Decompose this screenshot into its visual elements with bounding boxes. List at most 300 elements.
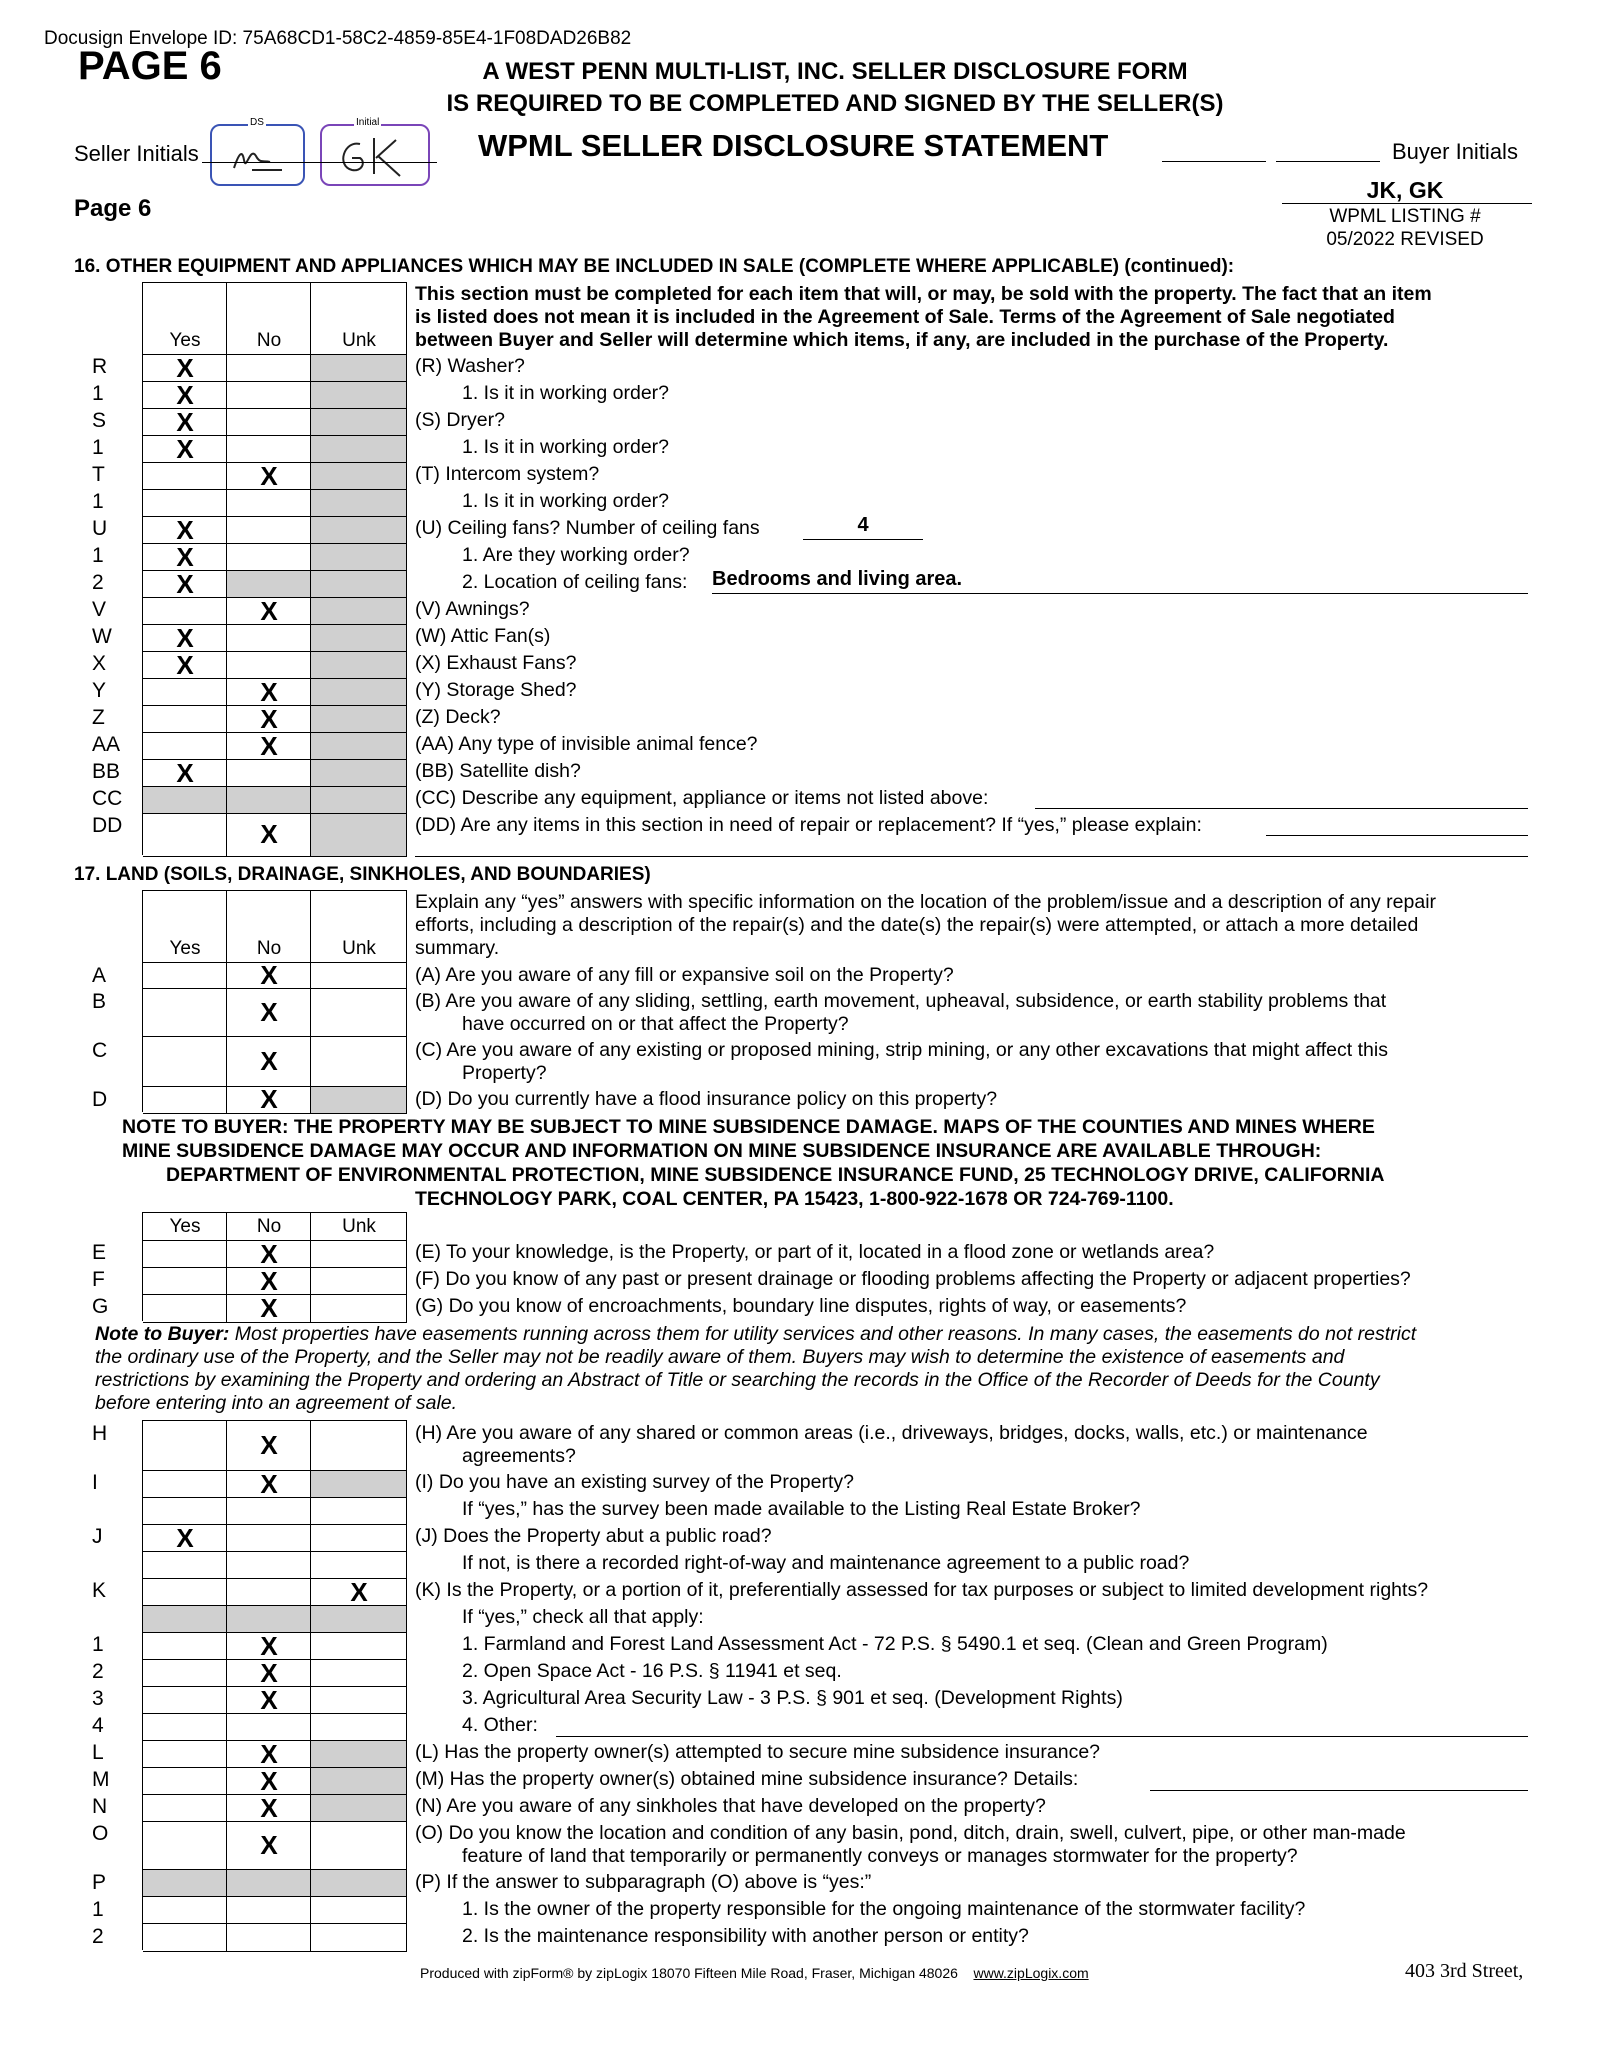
s17-label-c: C (92, 1039, 108, 1062)
s16-label-aa: AA (92, 733, 121, 756)
unk-cell-i[interactable] (311, 1471, 407, 1498)
unk-cell-h[interactable] (311, 1421, 407, 1471)
buyer-initials-label: Buyer Initials (1392, 139, 1518, 164)
x-mark-o: X (260, 1830, 278, 1860)
answer-row-c (142, 1036, 407, 1086)
s17-text-c2: Property? (462, 1062, 547, 1084)
x-mark-u: X (176, 514, 194, 545)
unk-cell-l[interactable] (311, 1741, 407, 1768)
x-mark-v: X (260, 595, 278, 626)
s16-text-x: (X) Exhaust Fans? (415, 652, 577, 674)
col-unk-3: Unk (342, 1216, 376, 1237)
easement-note-label: Note to Buyer: (95, 1323, 230, 1345)
dd-explain-field[interactable] (1266, 811, 1528, 836)
no-cell-k4[interactable] (227, 1714, 311, 1741)
s17-label-n: N (92, 1795, 108, 1818)
footer-produced (420, 1965, 1089, 1981)
x-mark-r: X (176, 352, 194, 383)
s16-label-t: T (92, 463, 105, 486)
answer-row-u (142, 516, 407, 543)
x-mark-s1: X (176, 433, 194, 464)
s17-text-h2: agreements? (462, 1445, 576, 1467)
section-16-title: 16. OTHER EQUIPMENT AND APPLIANCES WHICH MAY BE INCLUDED IN SALE (COMPLETE WHERE APPLICABLE) (continued): (74, 256, 1235, 277)
no-cell-r[interactable] (227, 355, 311, 382)
header-line-2: IS REQUIRED TO BE COMPLETED AND SIGNED BY THE SELLER(S) (446, 90, 1224, 117)
no-cell-ksub[interactable] (227, 1606, 311, 1633)
answer-row-h (142, 1420, 407, 1470)
yes-cell-k3[interactable] (143, 1687, 227, 1714)
x-mark-s: X (176, 406, 194, 437)
property-address: 403 3rd Street, (1405, 1960, 1524, 1982)
s17-text-b: (B) Are you aware of any sliding, settling, earth movement, upheaval, subsidence, or earth stability problems that (415, 990, 1387, 1012)
s16-label-r: R (92, 355, 108, 378)
s16-label-u2: 2 (92, 571, 104, 594)
x-mark-bb: X (176, 757, 194, 788)
s17-label-a: A (92, 964, 107, 987)
s16-label-u: U (92, 517, 108, 540)
answer-row-u2 (142, 570, 407, 597)
s16-text-t1: 1. Is it in working order? (462, 490, 670, 512)
mine-note-3: DEPARTMENT OF ENVIRONMENTAL PROTECTION, MINE SUBSIDENCE INSURANCE FUND, 25 TECHNOLOGY DRIVE, CALIFORNIA (166, 1164, 1385, 1186)
yes-cell-p[interactable] (143, 1870, 227, 1897)
x-mark-z: X (260, 703, 278, 734)
s17-intro-1: Explain any “yes” answers with specific information on the location of the problem/issue and a description of any repair (415, 891, 1437, 913)
yes-cell-t[interactable] (143, 463, 227, 490)
unk-cell-t[interactable] (311, 463, 407, 490)
yes-cell-ksub[interactable] (143, 1606, 227, 1633)
unk-cell-ksub[interactable] (311, 1606, 407, 1633)
no-cell-w[interactable] (227, 625, 311, 652)
no-cell-p2[interactable] (227, 1924, 311, 1951)
answer-row-p2 (142, 1923, 407, 1950)
yes-cell-k4[interactable] (143, 1714, 227, 1741)
s16-intro-2: is listed does not mean it is included in the Agreement of Sale. Terms of the Agreement of Sale negotiated (415, 306, 1395, 328)
mine-note-1: NOTE TO BUYER: THE PROPERTY MAY BE SUBJECT TO MINE SUBSIDENCE DAMAGE. MAPS OF THE COUNTIES AND MINES WHERE (122, 1116, 1375, 1138)
unk-cell-r[interactable] (311, 355, 407, 382)
x-mark-k2: X (260, 1657, 278, 1688)
x-mark-w: X (176, 622, 194, 653)
col-no-3: No (256, 1216, 282, 1237)
x-mark-m: X (260, 1765, 278, 1796)
s17-text-o: (O) Do you know the location and condition of any basin, pond, ditch, drain, swell, culvert, pipe, or other man-made (415, 1822, 1406, 1844)
col-unk-2: Unk (342, 938, 376, 959)
s17-label-p1: 1 (92, 1898, 104, 1921)
x-mark-aa: X (260, 730, 278, 761)
x-mark-u2: X (176, 568, 194, 599)
no-cell-i2[interactable] (227, 1498, 311, 1525)
answer-row-i (142, 1470, 407, 1497)
s16-text-v: (V) Awnings? (415, 598, 530, 620)
unk-cell-c[interactable] (311, 1037, 407, 1087)
s17-text-n: (N) Are you aware of any sinkholes that have developed on the property? (415, 1795, 1046, 1817)
no-cell-k[interactable] (227, 1579, 311, 1606)
s17-text-k: (K) Is the Property, or a portion of it, preferentially assessed for tax purposes or subject to limited development rights? (415, 1579, 1429, 1601)
x-mark-k1: X (260, 1630, 278, 1661)
unk-cell-bb[interactable] (311, 760, 407, 787)
answer-row-j2 (142, 1551, 407, 1578)
s16-text-s1: 1. Is it in working order? (462, 436, 670, 458)
footer-url[interactable]: www.zipLogix.com (973, 1965, 1089, 1981)
s17-intro-2: efforts, including a description of the repair(s) and the date(s) the repair(s) were attempted, or attach a more detailed (415, 914, 1419, 936)
ds-tag: DS (250, 117, 264, 128)
s17-text-k3: 3. Agricultural Area Security Law - 3 P.S. § 901 et seq. (Development Rights) (462, 1687, 1123, 1709)
s17-label-p: P (92, 1871, 107, 1894)
x-mark-f: X (260, 1265, 278, 1296)
unk-cell-k3[interactable] (311, 1687, 407, 1714)
yes-cell-j2[interactable] (143, 1552, 227, 1579)
s16-text-u2: 2. Location of ceiling fans: (462, 571, 688, 593)
yes-cell-k[interactable] (143, 1579, 227, 1606)
answer-row-x (142, 651, 407, 678)
no-cell-p[interactable] (227, 1870, 311, 1897)
answer-row-dd (142, 813, 407, 855)
s17-label-m: M (92, 1768, 110, 1791)
s16-label-x: X (92, 652, 107, 675)
yes-cell-l[interactable] (143, 1741, 227, 1768)
unk-cell-v[interactable] (311, 598, 407, 625)
x-mark-h: X (260, 1430, 278, 1460)
col-yes-3: Yes (169, 1216, 201, 1237)
s17-text-f: (F) Do you know of any past or present drainage or flooding problems affecting the Property or adjacent properties? (415, 1268, 1411, 1290)
s16-text-aa: (AA) Any type of invisible animal fence? (415, 733, 758, 755)
s17-label-p2: 2 (92, 1925, 104, 1948)
yes-cell-n[interactable] (143, 1795, 227, 1822)
answer-row-b (142, 988, 407, 1036)
s16-label-bb: BB (92, 760, 121, 783)
easement-note-1 (95, 1323, 1416, 1346)
k4-other-field[interactable] (556, 1712, 1528, 1737)
answer-row-s (142, 408, 407, 435)
yes-cell-aa[interactable] (143, 733, 227, 760)
answer-row-u1 (142, 543, 407, 570)
s17-label-d: D (92, 1088, 108, 1111)
unk-cell-b[interactable] (311, 989, 407, 1037)
s17-text-i2: If “yes,” has the survey been made available to the Listing Real Estate Broker? (462, 1498, 1141, 1520)
s16-intro-3: between Buyer and Seller will determine which items, if any, are included in the purchase of the Property. (415, 329, 1389, 351)
unk-cell-k2[interactable] (311, 1660, 407, 1687)
s17-label-i: I (92, 1471, 98, 1494)
x-mark-k: X (350, 1576, 368, 1607)
answer-row-k2 (142, 1659, 407, 1686)
unk-cell-j2[interactable] (311, 1552, 407, 1579)
yes-cell-g[interactable] (143, 1295, 227, 1322)
unk-cell-g[interactable] (311, 1295, 407, 1322)
easement-note-3: restrictions by examining the Property and ordering an Abstract of Title or searching the records in the Office of the Recorder of Deeds for the County (95, 1369, 1380, 1391)
unk-cell-d[interactable] (311, 1087, 407, 1113)
x-mark-r1: X (176, 379, 194, 410)
answer-row-k (142, 1578, 407, 1605)
m-details-field[interactable] (1150, 1766, 1528, 1791)
s17-intro-3: summary. (415, 937, 500, 959)
answer-row-p1 (142, 1896, 407, 1923)
no-cell-u1[interactable] (227, 544, 311, 571)
buyer-initial-line-2[interactable] (1276, 161, 1380, 162)
s16-label-v: V (92, 598, 107, 621)
yes-cell-p2[interactable] (143, 1924, 227, 1951)
unk-cell-u[interactable] (311, 517, 407, 544)
s17-label-k3: 3 (92, 1687, 104, 1710)
s16-text-cc: (CC) Describe any equipment, appliance or items not listed above: (415, 787, 989, 809)
s16-label-u1: 1 (92, 544, 104, 567)
s17-text-p: (P) If the answer to subparagraph (O) above is “yes:” (415, 1871, 872, 1893)
s17-grid-header (142, 890, 407, 962)
x-mark-t: X (260, 460, 278, 491)
buyer-initials-value: JK, GK (1366, 177, 1444, 203)
s17-label-j: J (92, 1525, 103, 1548)
unk-cell-k1[interactable] (311, 1633, 407, 1660)
yes-cell-m[interactable] (143, 1768, 227, 1795)
x-mark-j: X (176, 1522, 194, 1553)
col-no-2: No (256, 938, 282, 959)
x-mark-y: X (260, 676, 278, 707)
yes-cell-o[interactable] (143, 1822, 227, 1870)
no-cell-j2[interactable] (227, 1552, 311, 1579)
yes-cell-i[interactable] (143, 1471, 227, 1498)
answer-row-w (142, 624, 407, 651)
s16-label-cc: CC (92, 787, 123, 810)
easement-note-4: before entering into an agreement of sale. (95, 1392, 458, 1414)
col-no: No (256, 330, 282, 351)
s17-label-f: F (92, 1268, 105, 1291)
initial-tag: Initial (356, 117, 380, 128)
yes-cell-f[interactable] (143, 1268, 227, 1295)
section-17-title: 17. LAND (SOILS, DRAINAGE, SINKHOLES, AND BOUNDARIES) (74, 864, 651, 885)
yes-cell-c[interactable] (143, 1037, 227, 1087)
s16-label-dd: DD (92, 814, 123, 837)
answer-row-aa (142, 732, 407, 759)
s17-label-l: L (92, 1741, 104, 1764)
s17-text-g: (G) Do you know of encroachments, boundary line disputes, rights of way, or easements? (415, 1295, 1187, 1317)
no-cell-s[interactable] (227, 409, 311, 436)
yes-cell-v[interactable] (143, 598, 227, 625)
signature-gk-icon (322, 126, 428, 184)
answer-row-z (142, 705, 407, 732)
answer-row-y (142, 678, 407, 705)
no-cell-cc[interactable] (227, 787, 311, 814)
answer-row-r1 (142, 381, 407, 408)
x-mark-l: X (260, 1738, 278, 1769)
no-cell-j[interactable] (227, 1525, 311, 1552)
unk-cell-z[interactable] (311, 706, 407, 733)
yes-cell-z[interactable] (143, 706, 227, 733)
no-cell-u2[interactable] (227, 571, 311, 598)
unk-cell-a[interactable] (311, 963, 407, 989)
s17-text-k1: 1. Farmland and Forest Land Assessment Act - 72 P.S. § 5490.1 et seq. (Clean and Green Program) (462, 1633, 1328, 1655)
seller-initials-label: Seller Initials (74, 141, 199, 166)
signature-icon (212, 126, 303, 184)
no-cell-x[interactable] (227, 652, 311, 679)
cc-describe-field[interactable] (1035, 784, 1528, 809)
answer-row-s1 (142, 435, 407, 462)
unk-cell-u1[interactable] (311, 544, 407, 571)
s17-label-e: E (92, 1241, 107, 1264)
s16-text-r1: 1. Is it in working order? (462, 382, 670, 404)
unk-cell-p2[interactable] (311, 1924, 407, 1951)
x-mark-n: X (260, 1792, 278, 1823)
answer-row-cc (142, 786, 407, 813)
unk-cell-n[interactable] (311, 1795, 407, 1822)
footer-produced-text: Produced with zipForm® by zipLogix 18070 Fifteen Mile Road, Fraser, Michigan 48026 (420, 1965, 958, 1981)
answer-row-i2 (142, 1497, 407, 1524)
unk-cell-j[interactable] (311, 1525, 407, 1552)
x-mark-dd: X (260, 819, 278, 849)
col-yes: Yes (169, 330, 201, 351)
unk-cell-u2[interactable] (311, 571, 407, 598)
seller-initial-box-2[interactable] (320, 117, 430, 186)
unk-cell-y[interactable] (311, 679, 407, 706)
yes-cell-a[interactable] (143, 963, 227, 989)
s16-label-t1: 1 (92, 490, 104, 513)
s16-text-dd: (DD) Are any items in this section in need of repair or replacement? If “yes,” please explain: (415, 814, 1202, 836)
s17-text-l: (L) Has the property owner(s) attempted to secure mine subsidence insurance? (415, 1741, 1101, 1763)
answer-row-p (142, 1869, 407, 1896)
mine-note-4: TECHNOLOGY PARK, COAL CENTER, PA 15423, 1-800-922-1678 OR 724-769-1100. (415, 1188, 1174, 1210)
s17-text-k-sub: If “yes,” check all that apply: (462, 1606, 704, 1628)
s16-text-r: (R) Washer? (415, 355, 525, 377)
s17-text-c: (C) Are you aware of any existing or proposed mining, strip mining, or any other excavations that might affect this (415, 1039, 1388, 1061)
answer-row-j (142, 1524, 407, 1551)
answer-row-k3 (142, 1686, 407, 1713)
unk-cell-p1[interactable] (311, 1897, 407, 1924)
answer-row-t (142, 462, 407, 489)
ceiling-fan-count[interactable]: 4 (803, 514, 923, 540)
yes-cell-dd[interactable] (143, 814, 227, 856)
s17-text-b2: have occurred on or that affect the Property? (462, 1013, 849, 1035)
dd-explain-field-2[interactable] (415, 836, 1528, 857)
s16-intro-1: This section must be completed for each item that will, or may, be sold with the property. The fact that an item (415, 283, 1432, 305)
answer-row-o (142, 1821, 407, 1869)
unk-cell-cc[interactable] (311, 787, 407, 814)
s16-text-y: (Y) Storage Shed? (415, 679, 577, 701)
answer-row-d (142, 1086, 407, 1112)
yes-cell-k2[interactable] (143, 1660, 227, 1687)
s17-text-h: (H) Are you aware of any shared or common areas (i.e., driveways, bridges, docks, walls, etc.) or maintenance (415, 1422, 1368, 1444)
yes-cell-i2[interactable] (143, 1498, 227, 1525)
s16-text-s: (S) Dryer? (415, 409, 505, 431)
answer-row-k1 (142, 1632, 407, 1659)
unk-cell-r1[interactable] (311, 382, 407, 409)
s17-text-d: (D) Do you currently have a flood insurance policy on this property? (415, 1088, 998, 1110)
answer-row-ksub (142, 1605, 407, 1632)
s17-text-k2: 2. Open Space Act - 16 P.S. § 11941 et seq. (462, 1660, 842, 1682)
unk-cell-x[interactable] (311, 652, 407, 679)
x-mark-i: X (260, 1468, 278, 1499)
easement-note-2: the ordinary use of the Property, and the Seller may not be readily aware of them. Buyers may wish to determine the existence of easements and (95, 1346, 1345, 1368)
yes-cell-p1[interactable] (143, 1897, 227, 1924)
no-cell-t1[interactable] (227, 490, 311, 517)
s17-label-g: G (92, 1295, 109, 1318)
page-label: PAGE 6 (78, 44, 222, 88)
listing-label: WPML LISTING # (1329, 206, 1481, 227)
no-cell-s1[interactable] (227, 436, 311, 463)
seller-initial-box-1[interactable] (210, 117, 305, 186)
no-cell-u[interactable] (227, 517, 311, 544)
answer-row-a (142, 962, 407, 988)
col-unk: Unk (342, 330, 376, 351)
yes-cell-h[interactable] (143, 1421, 227, 1471)
s17-label-o: O (92, 1822, 109, 1845)
s16-text-bb: (BB) Satellite dish? (415, 760, 581, 782)
yes-cell-t1[interactable] (143, 490, 227, 517)
header-line-1: A WEST PENN MULTI-LIST, INC. SELLER DISCLOSURE FORM (482, 58, 1188, 85)
x-mark-d: X (260, 1084, 278, 1114)
s16-text-u1: 1. Are they working order? (462, 544, 690, 566)
s17-text-j: (J) Does the Property abut a public road? (415, 1525, 772, 1547)
x-mark-u1: X (176, 541, 194, 572)
s17-text-p1: 1. Is the owner of the property responsible for the ongoing maintenance of the stormwater facility? (462, 1898, 1306, 1920)
unk-cell-k4[interactable] (311, 1714, 407, 1741)
page-sub: Page 6 (74, 195, 152, 222)
s17-grid-header-2 (142, 1212, 407, 1240)
unk-cell-dd[interactable] (311, 814, 407, 856)
yes-cell-b[interactable] (143, 989, 227, 1037)
form-title: WPML SELLER DISCLOSURE STATEMENT (478, 128, 1109, 163)
buyer-initial-line-1[interactable] (1162, 161, 1266, 162)
unk-cell-o[interactable] (311, 1822, 407, 1870)
s17-text-i: (I) Do you have an existing survey of the Property? (415, 1471, 854, 1493)
x-mark-b: X (260, 997, 278, 1027)
s16-label-s: S (92, 409, 107, 432)
x-mark-a: X (260, 960, 278, 990)
s17-text-k4: 4. Other: (462, 1714, 538, 1736)
answer-row-t1 (142, 489, 407, 516)
unk-cell-aa[interactable] (311, 733, 407, 760)
yes-cell-k1[interactable] (143, 1633, 227, 1660)
no-cell-r1[interactable] (227, 382, 311, 409)
envelope-id: Docusign Envelope ID: 75A68CD1-58C2-4859-85E4-1F08DAD26B82 (44, 28, 632, 49)
unk-cell-s[interactable] (311, 409, 407, 436)
no-cell-bb[interactable] (227, 760, 311, 787)
yes-cell-d[interactable] (143, 1087, 227, 1113)
s17-text-p2: 2. Is the maintenance responsibility with another person or entity? (462, 1925, 1029, 1947)
x-mark-c: X (260, 1046, 278, 1076)
no-cell-p1[interactable] (227, 1897, 311, 1924)
col-yes-2: Yes (169, 938, 201, 959)
unk-cell-m[interactable] (311, 1768, 407, 1795)
answer-row-e (142, 1240, 407, 1267)
s17-text-j2: If not, is there a recorded right-of-way and maintenance agreement to a public road? (462, 1552, 1190, 1574)
unk-cell-p[interactable] (311, 1870, 407, 1897)
s16-label-z: Z (92, 706, 105, 729)
answer-row-g (142, 1294, 407, 1321)
s16-text-u: (U) Ceiling fans? Number of ceiling fans (415, 517, 760, 539)
unk-cell-w[interactable] (311, 625, 407, 652)
unk-cell-e[interactable] (311, 1241, 407, 1268)
ceiling-fan-location[interactable]: Bedrooms and living area. (712, 568, 1528, 594)
unk-cell-s1[interactable] (311, 436, 407, 463)
s16-text-z: (Z) Deck? (415, 706, 501, 728)
revised-date: 05/2022 REVISED (1326, 229, 1484, 250)
yes-cell-e[interactable] (143, 1241, 227, 1268)
s17-label-b: B (92, 990, 107, 1013)
s16-text-t: (T) Intercom system? (415, 463, 600, 485)
yes-cell-y[interactable] (143, 679, 227, 706)
unk-cell-i2[interactable] (311, 1498, 407, 1525)
s16-label-r1: 1 (92, 382, 104, 405)
mine-note-2: MINE SUBSIDENCE DAMAGE MAY OCCUR AND INFORMATION ON MINE SUBSIDENCE INSURANCE ARE AVAILABLE THROUGH: (122, 1140, 1322, 1162)
s17-label-k1: 1 (92, 1633, 104, 1656)
s17-text-m: (M) Has the property owner(s) obtained mine subsidence insurance? Details: (415, 1768, 1079, 1790)
s17-label-k4: 4 (92, 1714, 104, 1737)
x-mark-x: X (176, 649, 194, 680)
answer-row-r (142, 354, 407, 381)
unk-cell-t1[interactable] (311, 490, 407, 517)
x-mark-g: X (260, 1292, 278, 1323)
easement-note-text-1: Most properties have easements running across them for utility services and other reasons. In many cases, the easements do not restrict (234, 1323, 1417, 1345)
unk-cell-f[interactable] (311, 1268, 407, 1295)
s17-text-o2: feature of land that temporarily or permanently conveys or manages stormwater for the property? (462, 1845, 1298, 1867)
yes-cell-cc[interactable] (143, 787, 227, 814)
